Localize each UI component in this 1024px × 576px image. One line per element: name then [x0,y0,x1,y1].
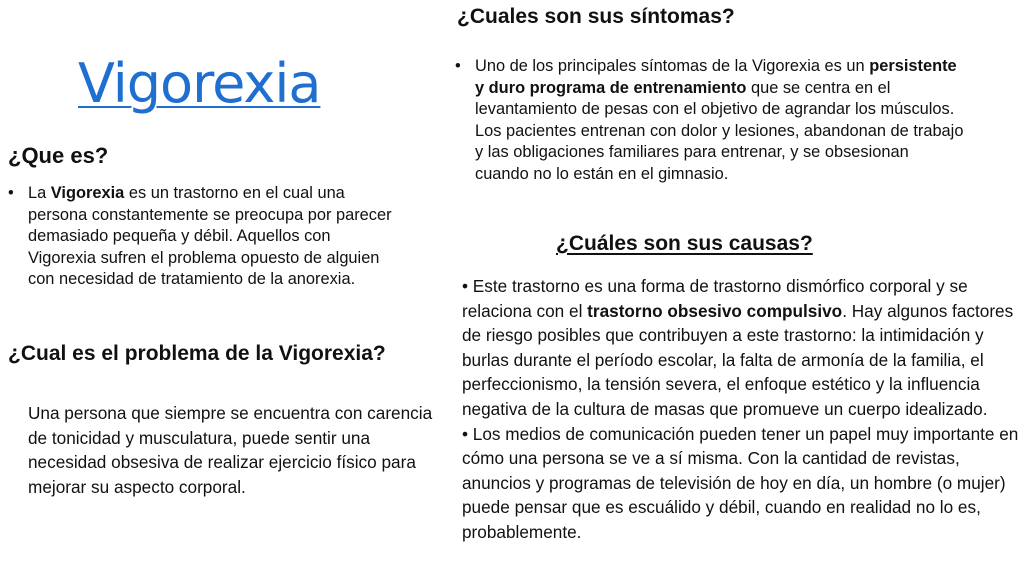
causas-paragraph-2: • Los medios de comunicación pueden tener un papel muy importante en cómo una persona se ve a sí misma. Con la cantidad de revistas, anuncios y programas de televisión de hoy en día, un hombre (o mujer) puede pensar que es escuálido y débil, cuando en realidad no lo es, probablemente. [462,423,1019,542]
problema-text: Una persona que siempre se encuentra con carencia de tonicidad y musculatura, puede sentir una necesidad obsesiva de realizar ejercicio físico para mejorar su aspecto corporal. [28,403,433,497]
bullet-dot: • [455,57,461,75]
causas-heading: ¿Cuáles son sus causas? [556,232,813,255]
slide-title: Vigorexia [78,52,321,115]
causas-text-part: • Este trastorno es una forma de trastorno dismórfico corporal y se relaciona con el [462,276,968,321]
sintomas-text-part: que se centra en el levantamiento de pesas con el objetivo de agrandar los músculos. Los pacientes entrenan con dolor y lesiones, abandonan de trabajo y las obligaciones familiares para entrenar, y se obsesionan cuando no lo están en el gimnasio. [475,78,964,183]
que-es-text-part: es un trastorno en el cual una persona constantemente se preocupa por parecer demasiado pequeña y débil. Aquellos con Vigorexia sufren el problema opuesto de alguien con necesidad de tratamiento de la anorexia. [28,184,392,289]
sintomas-text-part: Uno de los principales síntomas de la Vigorexia es un [475,57,870,75]
que-es-heading: ¿Que es? [8,143,109,168]
causas-bold-term: trastorno obsesivo compulsivo [587,300,843,321]
que-es-text-part: La [28,184,51,202]
causas-text-part: . Hay algunos factores de riesgo posibles que contribuyen a este trastorno: la intimidación y burlas durante el período escolar, la falta de armonía de la familia, el perfeccionismo, la tensión severa, el enfoque estético y la influencia negativa de la cultura de masas que promueve un cuerpo idealizado. [462,300,1014,419]
bullet-dot: • [8,184,14,202]
que-es-bold-term: Vigorexia [50,184,125,202]
causas-text [462,274,1022,545]
sintomas-heading: ¿Cuales son sus síntomas? [457,5,735,28]
que-es-text [28,183,398,291]
sintomas-bold-term: persistente y duro programa de entrenamiento [475,57,957,97]
sintomas-text [475,56,965,186]
que-es-bullet [8,183,398,291]
problema-heading: ¿Cual es el problema de la Vigorexia? [8,342,386,365]
causas-paragraph-1 [462,274,1022,422]
sintomas-bullet [455,56,965,186]
